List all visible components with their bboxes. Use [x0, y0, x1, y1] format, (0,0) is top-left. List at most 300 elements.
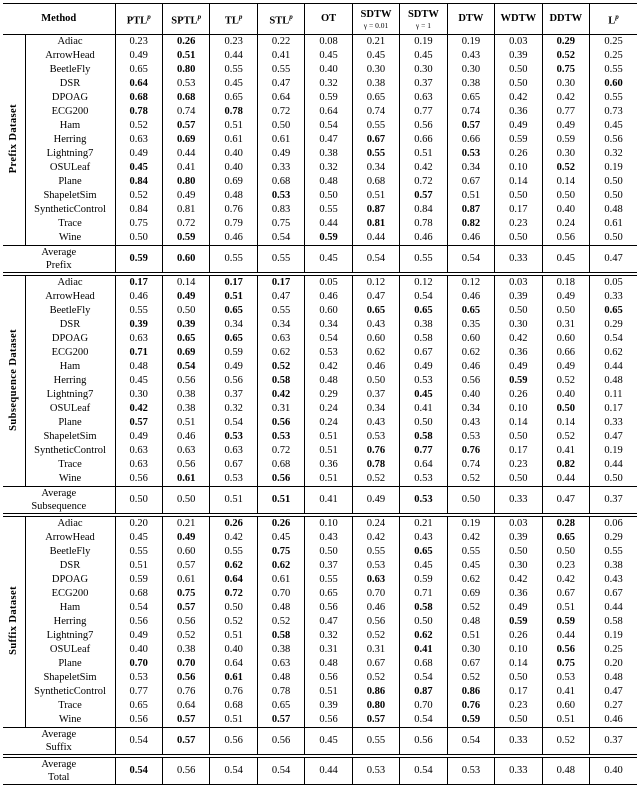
average-label-cell — [3, 728, 115, 757]
value-cell: 0.57 — [162, 601, 209, 615]
value-cell: 0.54 — [400, 290, 447, 304]
value-cell: 0.10 — [495, 402, 542, 416]
value-cell: 0.38 — [400, 318, 447, 332]
value-cell: 0.45 — [590, 119, 637, 133]
value-cell: 0.64 — [162, 699, 209, 713]
value-cell: 0.49 — [542, 360, 589, 374]
value-cell: 0.55 — [115, 304, 162, 318]
average-row — [3, 487, 637, 516]
value-cell: 0.54 — [305, 119, 352, 133]
value-cell: 0.46 — [590, 713, 637, 728]
value-cell: 0.33 — [495, 728, 542, 757]
value-cell: 0.48 — [210, 189, 257, 203]
value-cell: 0.50 — [115, 231, 162, 246]
value-cell: 0.50 — [495, 713, 542, 728]
value-cell: 0.47 — [590, 685, 637, 699]
column-superscript: p — [147, 12, 151, 21]
value-cell: 0.47 — [590, 246, 637, 275]
value-cell: 0.52 — [352, 629, 399, 643]
table-row — [3, 35, 637, 50]
value-cell: 0.53 — [162, 77, 209, 91]
value-cell: 0.45 — [542, 246, 589, 275]
value-cell: 0.25 — [590, 49, 637, 63]
value-cell: 0.55 — [352, 545, 399, 559]
value-cell: 0.53 — [400, 487, 447, 516]
value-cell: 0.68 — [115, 91, 162, 105]
value-cell: 0.19 — [400, 35, 447, 50]
value-cell: 0.60 — [447, 332, 494, 346]
value-cell: 0.20 — [590, 657, 637, 671]
value-cell: 0.48 — [542, 756, 589, 785]
value-cell: 0.52 — [352, 472, 399, 487]
column-label: STL$^p$ — [269, 12, 293, 27]
value-cell: 0.51 — [210, 487, 257, 516]
value-cell: 0.63 — [162, 444, 209, 458]
value-cell: 0.59 — [400, 573, 447, 587]
value-cell: 0.54 — [257, 756, 304, 785]
value-cell: 0.38 — [352, 77, 399, 91]
value-cell: 0.68 — [257, 458, 304, 472]
value-cell: 0.40 — [447, 388, 494, 402]
value-cell: 0.32 — [305, 161, 352, 175]
value-cell: 0.24 — [542, 217, 589, 231]
value-cell: 0.81 — [352, 217, 399, 231]
value-cell: 0.72 — [257, 444, 304, 458]
value-cell: 0.42 — [257, 388, 304, 402]
table-row — [3, 587, 637, 601]
value-cell: 0.74 — [162, 105, 209, 119]
value-cell: 0.54 — [447, 246, 494, 275]
value-cell: 0.28 — [542, 515, 589, 531]
value-cell: 0.56 — [352, 615, 399, 629]
value-cell: 0.68 — [400, 657, 447, 671]
value-cell: 0.51 — [162, 49, 209, 63]
value-cell: 0.30 — [352, 63, 399, 77]
value-cell: 0.54 — [400, 713, 447, 728]
value-cell: 0.37 — [352, 388, 399, 402]
value-cell: 0.19 — [590, 161, 637, 175]
value-cell: 0.50 — [542, 545, 589, 559]
average-label-line: Average — [41, 729, 77, 740]
value-cell: 0.51 — [542, 601, 589, 615]
value-cell: 0.38 — [162, 388, 209, 402]
value-cell: 0.57 — [400, 189, 447, 203]
column-label: PTL$^p$ — [126, 12, 151, 27]
value-cell: 0.41 — [542, 685, 589, 699]
table-row — [3, 105, 637, 119]
value-cell: 0.57 — [352, 713, 399, 728]
value-cell: 0.14 — [542, 175, 589, 189]
value-cell: 0.50 — [590, 472, 637, 487]
value-cell: 0.60 — [590, 77, 637, 91]
value-cell: 0.50 — [495, 231, 542, 246]
value-cell: 0.53 — [542, 671, 589, 685]
value-cell: 0.56 — [305, 671, 352, 685]
value-cell: 0.40 — [542, 388, 589, 402]
value-cell: 0.18 — [542, 274, 589, 290]
table-row — [3, 643, 637, 657]
value-cell: 0.75 — [257, 217, 304, 231]
value-cell: 0.80 — [352, 699, 399, 713]
value-cell: 0.49 — [400, 360, 447, 374]
value-cell: 0.75 — [542, 657, 589, 671]
value-cell: 0.84 — [115, 175, 162, 189]
value-cell: 0.50 — [590, 189, 637, 203]
value-cell: 0.46 — [352, 360, 399, 374]
value-cell: 0.46 — [447, 290, 494, 304]
group-label-cell — [3, 274, 25, 487]
value-cell: 0.45 — [210, 77, 257, 91]
value-cell: 0.59 — [162, 231, 209, 246]
value-cell: 0.65 — [352, 304, 399, 318]
value-cell: 0.17 — [115, 274, 162, 290]
column-superscript: p — [238, 12, 243, 21]
table-row — [3, 629, 637, 643]
value-cell: 0.34 — [352, 402, 399, 416]
value-cell: 0.78 — [115, 105, 162, 119]
value-cell: 0.43 — [352, 318, 399, 332]
average-label-line: Average — [41, 488, 77, 499]
table-row — [3, 573, 637, 587]
value-cell: 0.31 — [305, 643, 352, 657]
table-row — [3, 444, 637, 458]
column-gamma-subscript: γ = 0.01 — [363, 20, 389, 30]
value-cell: 0.19 — [447, 35, 494, 50]
value-cell: 0.06 — [590, 515, 637, 531]
table-row — [3, 601, 637, 615]
value-cell: 0.69 — [162, 346, 209, 360]
value-cell: 0.64 — [400, 458, 447, 472]
value-cell: 0.03 — [495, 35, 542, 50]
value-cell: 0.78 — [400, 217, 447, 231]
value-cell: 0.34 — [305, 318, 352, 332]
value-cell: 0.51 — [305, 472, 352, 487]
value-cell: 0.67 — [352, 657, 399, 671]
value-cell: 0.36 — [305, 458, 352, 472]
value-cell: 0.19 — [590, 629, 637, 643]
value-cell: 0.70 — [400, 699, 447, 713]
value-cell: 0.34 — [210, 318, 257, 332]
average-label-line: Prefix — [45, 260, 72, 271]
value-cell: 0.48 — [590, 374, 637, 388]
table-row — [3, 699, 637, 713]
value-cell: 0.49 — [495, 119, 542, 133]
value-cell: 0.59 — [305, 231, 352, 246]
method-cell: SyntheticControl — [25, 444, 115, 458]
value-cell: 0.83 — [257, 203, 304, 217]
group-label: Prefix Dataset — [8, 103, 20, 174]
column-header — [352, 4, 399, 35]
table-row — [3, 657, 637, 671]
value-cell: 0.79 — [210, 217, 257, 231]
value-cell: 0.44 — [352, 231, 399, 246]
value-cell: 0.87 — [447, 203, 494, 217]
value-cell: 0.60 — [542, 332, 589, 346]
value-cell: 0.42 — [115, 402, 162, 416]
value-cell: 0.56 — [210, 374, 257, 388]
value-cell: 0.65 — [210, 332, 257, 346]
value-cell: 0.41 — [162, 161, 209, 175]
average-label-cell — [3, 756, 115, 785]
method-cell: ShapeletSim — [25, 671, 115, 685]
value-cell: 0.36 — [495, 587, 542, 601]
value-cell: 0.76 — [162, 685, 209, 699]
value-cell: 0.12 — [400, 274, 447, 290]
average-label-cell — [3, 246, 115, 275]
value-cell: 0.55 — [257, 246, 304, 275]
method-cell: OSULeaf — [25, 161, 115, 175]
value-cell: 0.46 — [210, 231, 257, 246]
value-cell: 0.56 — [542, 643, 589, 657]
value-cell: 0.48 — [115, 360, 162, 374]
value-cell: 0.59 — [115, 246, 162, 275]
value-cell: 0.65 — [447, 304, 494, 318]
method-cell: Herring — [25, 615, 115, 629]
method-cell: Herring — [25, 133, 115, 147]
value-cell: 0.54 — [400, 671, 447, 685]
method-cell: Trace — [25, 458, 115, 472]
value-cell: 0.30 — [495, 318, 542, 332]
value-cell: 0.66 — [400, 133, 447, 147]
method-cell: Lightning7 — [25, 147, 115, 161]
method-cell: BeetleFly — [25, 545, 115, 559]
value-cell: 0.42 — [495, 573, 542, 587]
value-cell: 0.50 — [352, 374, 399, 388]
value-cell: 0.51 — [210, 713, 257, 728]
value-cell: 0.34 — [352, 161, 399, 175]
value-cell: 0.63 — [115, 458, 162, 472]
value-cell: 0.67 — [210, 458, 257, 472]
value-cell: 0.65 — [210, 304, 257, 318]
value-cell: 0.30 — [542, 147, 589, 161]
value-cell: 0.55 — [590, 63, 637, 77]
value-cell: 0.38 — [162, 643, 209, 657]
value-cell: 0.48 — [257, 601, 304, 615]
value-cell: 0.59 — [495, 133, 542, 147]
table-row — [3, 318, 637, 332]
value-cell: 0.47 — [305, 133, 352, 147]
value-cell: 0.40 — [590, 756, 637, 785]
value-cell: 0.57 — [115, 416, 162, 430]
value-cell: 0.72 — [400, 175, 447, 189]
value-cell: 0.39 — [115, 318, 162, 332]
value-cell: 0.75 — [542, 63, 589, 77]
value-cell: 0.55 — [210, 63, 257, 77]
value-cell: 0.46 — [400, 231, 447, 246]
value-cell: 0.40 — [210, 643, 257, 657]
value-cell: 0.45 — [400, 49, 447, 63]
value-cell: 0.17 — [495, 685, 542, 699]
value-cell: 0.69 — [447, 587, 494, 601]
value-cell: 0.87 — [400, 685, 447, 699]
table-row — [3, 545, 637, 559]
value-cell: 0.56 — [400, 728, 447, 757]
value-cell: 0.56 — [590, 133, 637, 147]
value-cell: 0.65 — [305, 587, 352, 601]
average-label-line: Suffix — [45, 742, 72, 753]
column-header — [257, 4, 304, 35]
value-cell: 0.82 — [542, 458, 589, 472]
value-cell: 0.55 — [590, 545, 637, 559]
value-cell: 0.57 — [162, 713, 209, 728]
value-cell: 0.17 — [495, 203, 542, 217]
value-cell: 0.45 — [305, 246, 352, 275]
value-cell: 0.49 — [162, 189, 209, 203]
value-cell: 0.56 — [115, 472, 162, 487]
value-cell: 0.36 — [495, 346, 542, 360]
value-cell: 0.26 — [495, 147, 542, 161]
value-cell: 0.45 — [305, 49, 352, 63]
table-row — [3, 388, 637, 402]
value-cell: 0.58 — [590, 615, 637, 629]
value-cell: 0.76 — [210, 203, 257, 217]
column-superscript: p — [615, 12, 619, 21]
value-cell: 0.20 — [115, 515, 162, 531]
value-cell: 0.45 — [115, 374, 162, 388]
value-cell: 0.51 — [305, 685, 352, 699]
value-cell: 0.51 — [447, 189, 494, 203]
column-header — [115, 4, 162, 35]
value-cell: 0.43 — [590, 573, 637, 587]
value-cell: 0.49 — [210, 360, 257, 374]
value-cell: 0.58 — [257, 374, 304, 388]
value-cell: 0.51 — [162, 416, 209, 430]
value-cell: 0.61 — [257, 133, 304, 147]
value-cell: 0.43 — [352, 416, 399, 430]
value-cell: 0.23 — [210, 35, 257, 50]
value-cell: 0.64 — [305, 105, 352, 119]
value-cell: 0.73 — [590, 105, 637, 119]
value-cell: 0.42 — [400, 161, 447, 175]
value-cell: 0.63 — [352, 573, 399, 587]
value-cell: 0.56 — [257, 472, 304, 487]
value-cell: 0.29 — [305, 388, 352, 402]
value-cell: 0.47 — [257, 290, 304, 304]
value-cell: 0.80 — [162, 175, 209, 189]
value-cell: 0.63 — [115, 133, 162, 147]
value-cell: 0.62 — [447, 346, 494, 360]
value-cell: 0.62 — [210, 559, 257, 573]
value-cell: 0.70 — [352, 587, 399, 601]
value-cell: 0.62 — [257, 559, 304, 573]
value-cell: 0.65 — [542, 531, 589, 545]
value-cell: 0.31 — [352, 643, 399, 657]
value-cell: 0.30 — [447, 63, 494, 77]
value-cell: 0.51 — [305, 430, 352, 444]
value-cell: 0.46 — [447, 231, 494, 246]
value-cell: 0.43 — [447, 49, 494, 63]
value-cell: 0.45 — [115, 161, 162, 175]
value-cell: 0.50 — [400, 615, 447, 629]
value-cell: 0.50 — [257, 119, 304, 133]
value-cell: 0.52 — [447, 601, 494, 615]
column-label: DTW — [458, 13, 484, 24]
group-label-cell — [3, 35, 25, 246]
value-cell: 0.50 — [590, 231, 637, 246]
value-cell: 0.72 — [257, 105, 304, 119]
value-cell: 0.50 — [542, 304, 589, 318]
value-cell: 0.58 — [257, 629, 304, 643]
value-cell: 0.34 — [257, 318, 304, 332]
value-cell: 0.23 — [542, 559, 589, 573]
value-cell: 0.63 — [210, 444, 257, 458]
value-cell: 0.52 — [257, 615, 304, 629]
table-row — [3, 147, 637, 161]
value-cell: 0.54 — [352, 246, 399, 275]
value-cell: 0.39 — [162, 318, 209, 332]
value-cell: 0.21 — [400, 515, 447, 531]
average-row — [3, 728, 637, 757]
value-cell: 0.24 — [305, 416, 352, 430]
value-cell: 0.65 — [400, 545, 447, 559]
value-cell: 0.54 — [162, 360, 209, 374]
value-cell: 0.53 — [257, 189, 304, 203]
value-cell: 0.70 — [257, 587, 304, 601]
value-cell: 0.17 — [495, 444, 542, 458]
value-cell: 0.57 — [162, 559, 209, 573]
value-cell: 0.65 — [210, 91, 257, 105]
value-cell: 0.32 — [305, 77, 352, 91]
value-cell: 0.26 — [495, 388, 542, 402]
value-cell: 0.40 — [210, 147, 257, 161]
value-cell: 0.57 — [162, 728, 209, 757]
value-cell: 0.21 — [162, 515, 209, 531]
value-cell: 0.52 — [352, 671, 399, 685]
column-header — [162, 4, 209, 35]
value-cell: 0.56 — [257, 728, 304, 757]
value-cell: 0.53 — [305, 346, 352, 360]
value-cell: 0.52 — [542, 161, 589, 175]
value-cell: 0.62 — [352, 346, 399, 360]
value-cell: 0.52 — [542, 374, 589, 388]
value-cell: 0.32 — [590, 147, 637, 161]
column-label: DDTW — [549, 13, 583, 24]
value-cell: 0.54 — [447, 728, 494, 757]
column-label: SDTW — [407, 8, 439, 20]
method-cell: DPOAG — [25, 332, 115, 346]
table-row — [3, 531, 637, 545]
value-cell: 0.49 — [162, 290, 209, 304]
value-cell: 0.61 — [257, 573, 304, 587]
value-cell: 0.56 — [305, 713, 352, 728]
value-cell: 0.26 — [162, 35, 209, 50]
value-cell: 0.54 — [115, 601, 162, 615]
value-cell: 0.12 — [447, 274, 494, 290]
value-cell: 0.65 — [115, 63, 162, 77]
value-cell: 0.50 — [495, 472, 542, 487]
value-cell: 0.42 — [352, 531, 399, 545]
value-cell: 0.42 — [495, 91, 542, 105]
method-cell: Wine — [25, 713, 115, 728]
value-cell: 0.44 — [305, 217, 352, 231]
average-row — [3, 246, 637, 275]
method-cell: Trace — [25, 217, 115, 231]
value-cell: 0.48 — [257, 671, 304, 685]
value-cell: 0.69 — [210, 175, 257, 189]
table-row — [3, 133, 637, 147]
value-cell: 0.47 — [257, 77, 304, 91]
column-label: Method — [41, 13, 77, 24]
value-cell: 0.80 — [162, 63, 209, 77]
value-cell: 0.59 — [495, 615, 542, 629]
value-cell: 0.55 — [210, 545, 257, 559]
value-cell: 0.44 — [590, 360, 637, 374]
value-cell: 0.40 — [305, 63, 352, 77]
value-cell: 0.34 — [447, 402, 494, 416]
value-cell: 0.56 — [115, 615, 162, 629]
value-cell: 0.55 — [400, 246, 447, 275]
value-cell: 0.55 — [305, 203, 352, 217]
